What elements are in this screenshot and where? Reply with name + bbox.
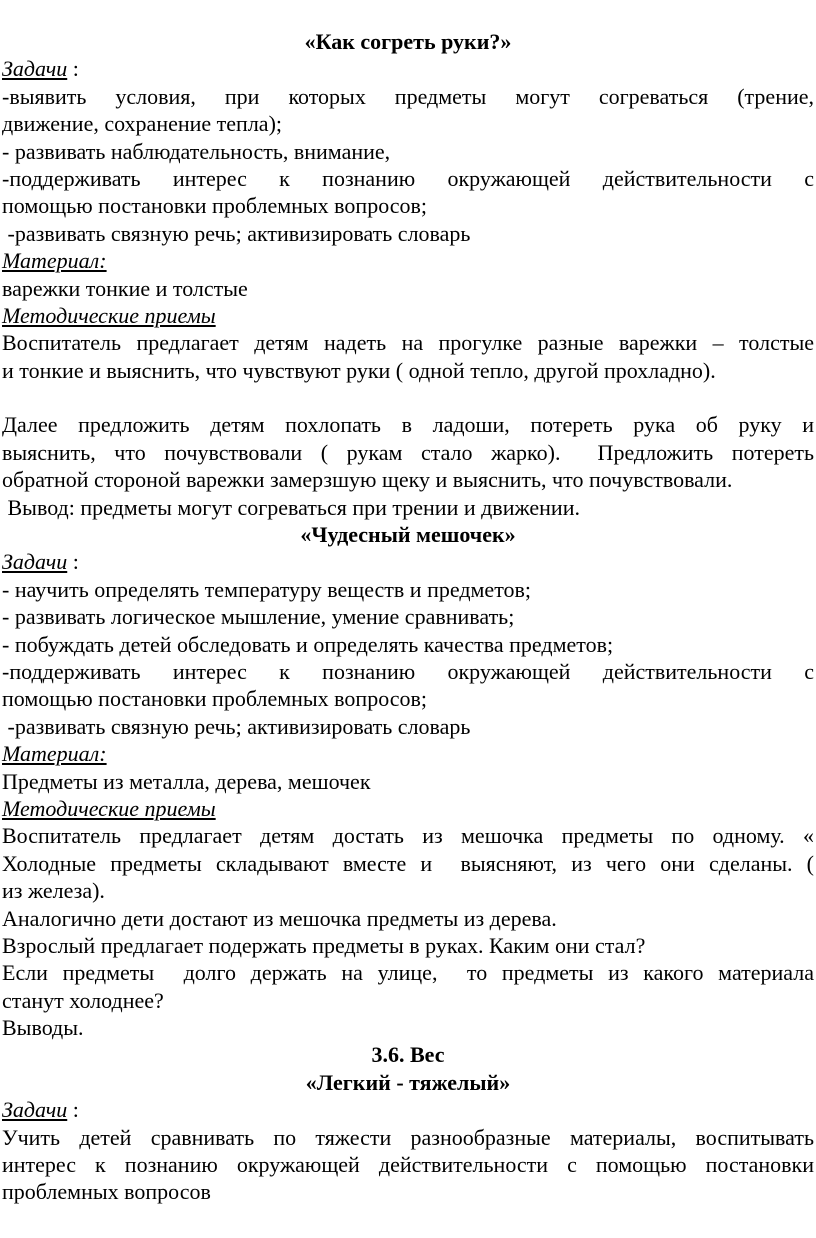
text-line: -выявить условия, при которых предметы могут согреваться (трение, [2, 83, 814, 109]
text-line: помощью постановки проблемных вопросов; [2, 193, 428, 219]
text-line: Предметы из металла, дерева, мешочек [2, 768, 371, 794]
methods-label: Методические приемы [2, 795, 216, 821]
text-line: -поддерживать интерес к познанию окружающей действительности с [2, 658, 814, 684]
text-line: Воспитатель предлагает детям надеть на прогулке разные варежки – толстые [2, 330, 814, 356]
text-line: Взрослый предлагает подержать предметы в руках. Каким они стал? [2, 932, 646, 958]
text-line: движение, сохранение тепла); [2, 111, 283, 137]
section-heading: 3.6. Вес [371, 1042, 445, 1068]
text-line: - научить определять температуру веществ и предметов; [2, 576, 532, 602]
text-line: Учить детей сравнивать по тяжести разнообразные материалы, воспитывать [2, 1124, 814, 1150]
tasks-suffix: : [67, 1097, 79, 1123]
tasks-label: Задачи [2, 1097, 68, 1123]
text-line: - развивать наблюдательность, внимание, [2, 138, 391, 164]
text-line: Воспитатель предлагает детям достать из мешочка предметы по одному. « [2, 823, 814, 849]
text-line: станут холоднее? [2, 987, 164, 1013]
conclusion-line: Выводы. [2, 1015, 84, 1041]
text-line: помощью постановки проблемных вопросов; [2, 686, 428, 712]
tasks-heading [2, 1096, 814, 1123]
text-line: интерес к познанию окружающей действительности с помощью постановки [2, 1152, 814, 1178]
tasks-suffix: : [67, 56, 79, 82]
text-line: -развивать связную речь; активизировать словарь [2, 220, 471, 246]
text-line: Если предметы долго держать на улице, то предметы из какого материала [2, 960, 814, 986]
tasks-heading [2, 548, 814, 575]
text-line: - развивать логическое мышление, умение сравнивать; [2, 604, 515, 630]
tasks-label: Задачи [2, 549, 68, 575]
text-line: Аналогично дети достают из мешочка предметы из дерева. [2, 905, 557, 931]
text-line: выяснить, что почувствовали ( рукам стало жарко). Предложить потереть [2, 439, 814, 465]
text-line: - побуждать детей обследовать и определять качества предметов; [2, 631, 614, 657]
document-page [2, 28, 814, 1206]
methods-label: Методические приемы [2, 302, 216, 328]
text-line: и тонкие и выяснить, что чувствуют руки ( одной тепло, другой прохладно). [2, 357, 716, 383]
text-line: варежки тонкие и толстые [2, 275, 248, 301]
text-line: из железа). [2, 878, 105, 904]
text-line: -поддерживать интерес к познанию окружающей действительности с [2, 165, 814, 191]
tasks-suffix: : [67, 549, 79, 575]
tasks-heading [2, 55, 814, 82]
section-title: «Легкий - тяжелый» [305, 1069, 511, 1095]
material-label: Материал: [2, 741, 107, 767]
tasks-label: Задачи [2, 56, 68, 82]
text-line: Далее предложить детям похлопать в ладоши, потереть рука об руку и [2, 412, 814, 438]
text-line: проблемных вопросов [2, 1179, 211, 1205]
text-line: обратной стороной варежки замерзшую щеку и выяснить, что почувствовали. [2, 467, 733, 493]
section-title: «Чудесный мешочек» [300, 522, 516, 548]
section-title: «Как согреть руки?» [304, 29, 512, 54]
material-label: Материал: [2, 248, 107, 274]
blank-line [2, 384, 814, 411]
conclusion-line: Вывод: предметы могут согреваться при трении и движении. [2, 494, 580, 520]
text-line: Холодные предметы складывают вместе и выясняют, из чего они сделаны. ( [2, 850, 814, 876]
text-line: -развивать связную речь; активизировать словарь [2, 713, 471, 739]
